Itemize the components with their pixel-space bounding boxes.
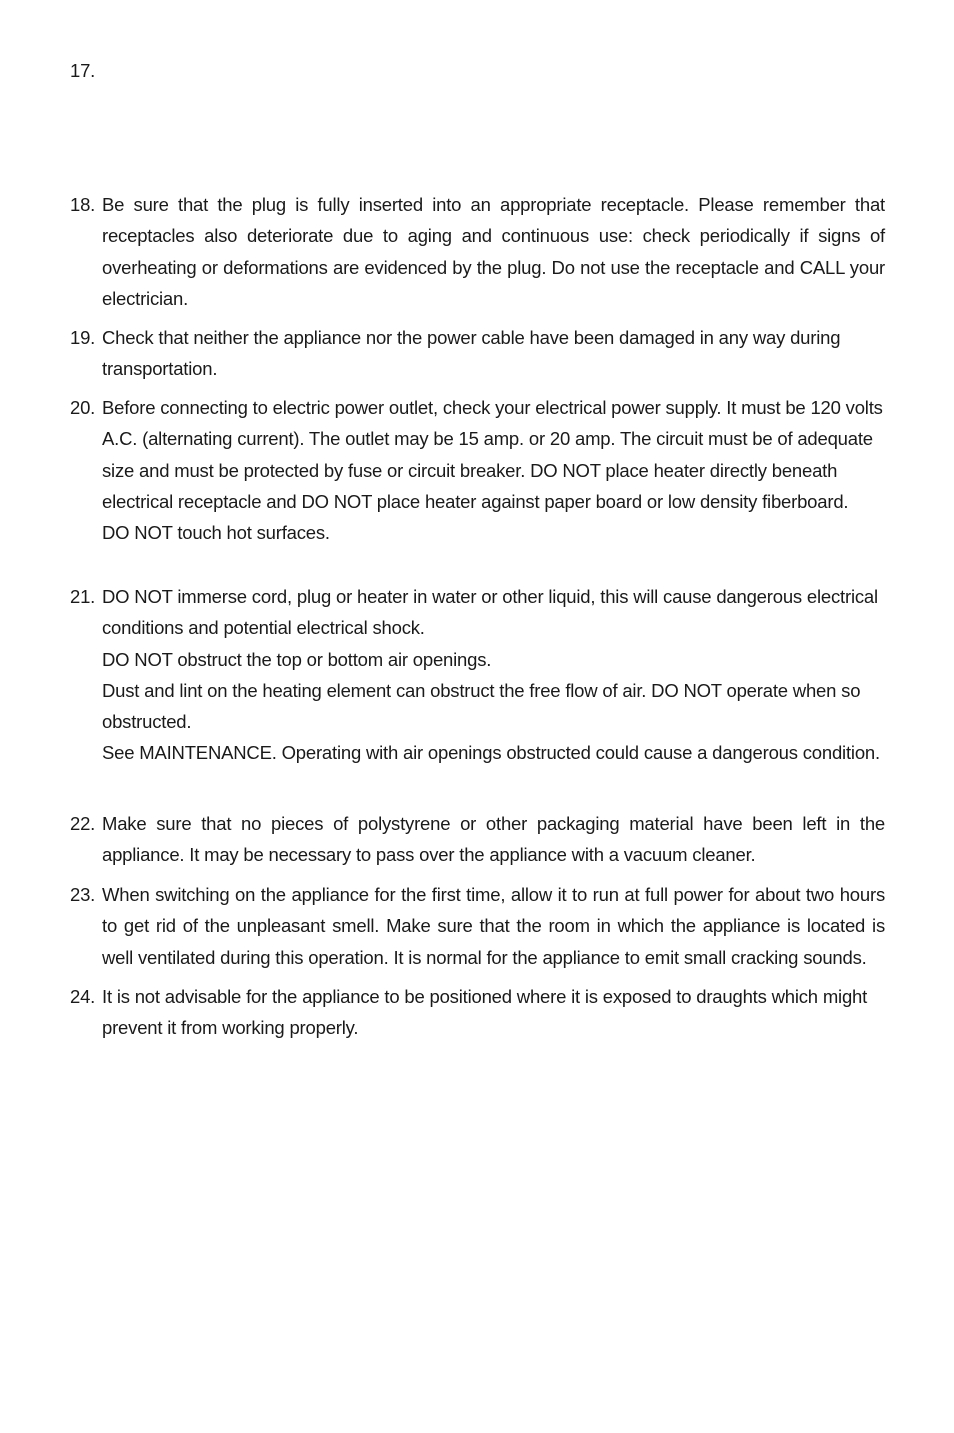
item-body xyxy=(102,879,885,973)
list-item-22 xyxy=(70,808,885,871)
item-number: 21. xyxy=(70,586,96,607)
item-number: 18. xyxy=(70,194,96,215)
item-paragraph: Make sure that no pieces of polystyrene or other packaging material have been left in the appliance. It may be necessary to pass over the appliance with a vacuum cleaner. xyxy=(102,813,885,866)
item-number: 24. xyxy=(70,986,96,1007)
item-body xyxy=(102,322,885,385)
item-paragraph: Be sure that the plug is fully inserted into an appropriate receptacle. Please remember that receptacles also deteriorate due to aging and continuous use: check periodically if signs of overheating or deformations are evidenced by the plug. Do not use the receptacle and CALL your electrician. xyxy=(102,194,885,309)
item-body xyxy=(102,808,885,871)
item-body xyxy=(102,581,885,769)
list-item-24 xyxy=(70,981,885,1044)
item-paragraph: Dust and lint on the heating element can obstruct the free flow of air. DO NOT operate when so obstructed. xyxy=(102,679,861,733)
item-paragraph: It is not advisable for the appliance to be positioned where it is exposed to draughts which might prevent it from working properly. xyxy=(102,986,868,1039)
list-item-23 xyxy=(70,879,885,973)
item-paragraph: Before connecting to electric power outlet, check your electrical power supply. It must be 120 volts A.C. (alternating current). The outlet may be 15 amp. or 20 amp. The circuit must be of adequate size and must be protected by fuse or circuit breaker. DO NOT place heater directly beneath electrical receptacle and DO NOT place heater against paper board or low density fiberboard. xyxy=(102,397,883,512)
list-item-20 xyxy=(70,392,885,548)
item-paragraph: DO NOT obstruct the top or bottom air openings. xyxy=(102,648,492,670)
item-body xyxy=(102,189,885,314)
item-paragraph: DO NOT immerse cord, plug or heater in water or other liquid, this will cause dangerous electrical conditions and potential electrical shock. xyxy=(102,586,878,639)
item-paragraph: When switching on the appliance for the first time, allow it to run at full power for about two hours to get rid of the unpleasant smell. Make sure that the room in which the appliance is located is well ventilated during this operation. It is normal for the appliance to emit small cracking sounds. xyxy=(102,884,885,968)
item-paragraph: See MAINTENANCE. Operating with air openings obstructed could cause a dangerous condition. xyxy=(102,742,880,764)
item-body xyxy=(102,392,885,548)
item-paragraph: DO NOT touch hot surfaces. xyxy=(102,522,330,544)
list-item-19 xyxy=(70,322,885,385)
list-item-18 xyxy=(70,189,885,314)
item-number: 20. xyxy=(70,397,96,418)
item-number: 23. xyxy=(70,884,96,905)
list-item-21 xyxy=(70,581,885,769)
item-number: 22. xyxy=(70,813,96,834)
item-body xyxy=(102,981,885,1044)
item-paragraph: Check that neither the appliance nor the power cable have been damaged in any way during transportation. xyxy=(102,327,841,380)
item-number: 17. xyxy=(70,60,96,81)
item-number: 19. xyxy=(70,327,96,348)
